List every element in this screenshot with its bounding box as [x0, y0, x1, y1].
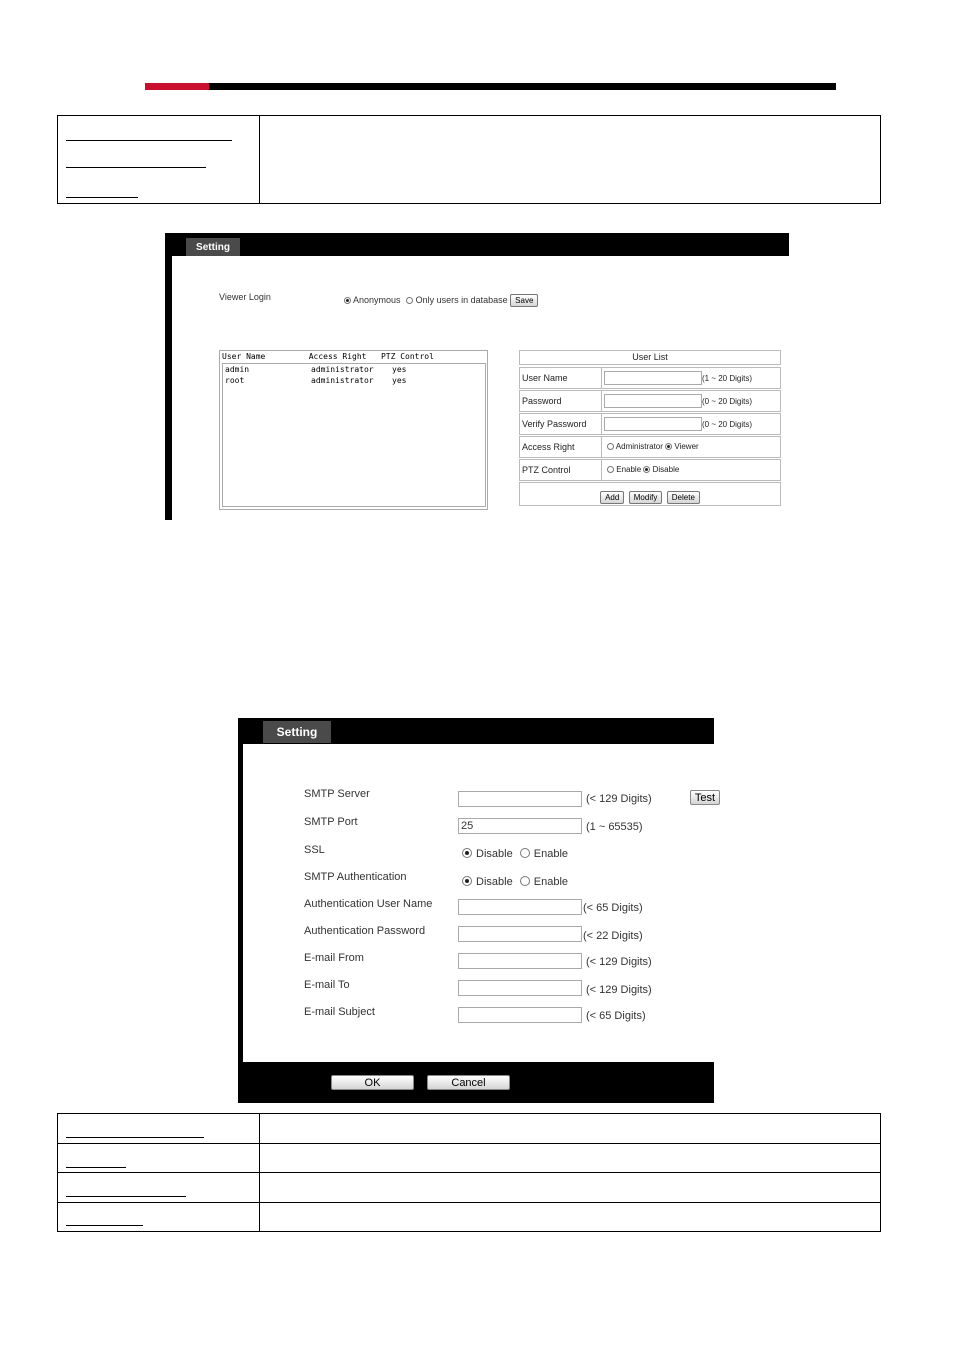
email-subject-hint: (< 65 Digits): [586, 1010, 646, 1022]
table-row[interactable]: [225, 376, 406, 385]
auth-user-label: Authentication User Name: [304, 898, 433, 910]
access-right-cell: administrator: [311, 365, 374, 374]
verify-password-hint: (0 ~ 20 Digits): [702, 420, 753, 429]
password-input[interactable]: [604, 394, 702, 408]
underline: [66, 197, 138, 198]
anonymous-radio[interactable]: [344, 297, 351, 304]
ptz-enable-label: Enable: [616, 465, 642, 474]
access-right-cell: administrator: [311, 376, 374, 385]
password-row: [519, 390, 781, 412]
email-from-hint: (< 129 Digits): [586, 956, 652, 968]
test-button[interactable]: Test: [690, 790, 720, 805]
ok-button[interactable]: OK: [331, 1075, 414, 1090]
row-divider: [58, 1143, 880, 1144]
doc-table-bottom: [57, 1113, 881, 1232]
auth-pass-label: Authentication Password: [304, 925, 426, 937]
underline: [66, 167, 206, 168]
ssl-disable-label: Disable: [476, 848, 513, 860]
user-settings-screenshot: [165, 233, 789, 520]
underline: [66, 1137, 204, 1138]
administrator-label: Administrator: [615, 442, 663, 451]
user-list-form: [519, 350, 782, 510]
viewer-login-options: [344, 294, 538, 307]
smtp-port-label: SMTP Port: [304, 816, 358, 828]
smtp-server-input[interactable]: [458, 791, 582, 807]
user-table: [219, 350, 488, 510]
email-from-label: E-mail From: [304, 952, 364, 964]
tab-setting[interactable]: Setting: [186, 238, 240, 257]
ssl-enable-radio[interactable]: [520, 848, 530, 858]
auth-pass-hint: (< 22 Digits): [583, 930, 643, 942]
ptz-cell: yes: [392, 365, 407, 374]
underline: [66, 1167, 126, 1168]
ssl-options: [462, 848, 568, 860]
underline: [66, 1225, 143, 1226]
header-accent-bar: [145, 83, 209, 90]
smtp-port-input[interactable]: 25: [458, 818, 582, 834]
table-row[interactable]: [225, 365, 406, 374]
smtp-auth-options: [462, 876, 568, 888]
underline: [66, 1196, 186, 1197]
auth-pass-input[interactable]: [458, 926, 582, 942]
user-name-input[interactable]: [604, 371, 702, 385]
access-right-row: [519, 436, 781, 458]
auth-disable-label: Disable: [476, 876, 513, 888]
email-to-label: E-mail To: [304, 979, 350, 991]
user-name-cell: admin: [225, 365, 250, 374]
smtp-port-hint: (1 ~ 65535): [586, 821, 643, 833]
verify-password-input[interactable]: [604, 417, 702, 431]
underline: [66, 140, 232, 141]
row-divider: [58, 1202, 880, 1203]
user-list-title: User List: [519, 350, 781, 365]
access-right-label: Access Right: [520, 437, 602, 457]
cancel-button[interactable]: Cancel: [427, 1075, 510, 1090]
user-name-hint: (1 ~ 20 Digits): [702, 374, 753, 383]
ssl-label: SSL: [304, 844, 325, 856]
user-table-list[interactable]: [222, 363, 486, 507]
ssl-disable-radio[interactable]: [462, 848, 472, 858]
verify-password-row: [519, 413, 781, 435]
user-name-cell: root: [225, 376, 245, 385]
ssl-enable-label: Enable: [533, 848, 569, 860]
smtp-panel: [243, 744, 714, 1062]
ptz-control-row: [519, 459, 781, 481]
only-users-radio[interactable]: [406, 297, 413, 304]
header-bar: [209, 83, 836, 90]
save-button[interactable]: Save: [510, 294, 538, 307]
tab-setting[interactable]: Setting: [263, 721, 331, 743]
ptz-cell: yes: [392, 376, 407, 385]
verify-password-label: Verify Password: [520, 414, 602, 434]
viewer-radio[interactable]: [665, 443, 672, 450]
ptz-control-value: [604, 460, 780, 480]
viewer-login-label: Viewer Login: [219, 292, 271, 302]
auth-disable-radio[interactable]: [462, 876, 472, 886]
user-name-row: [519, 367, 781, 389]
user-table-header: User Name Access Right PTZ Control: [222, 352, 434, 361]
doc-table-top: [57, 115, 881, 204]
password-value: [604, 391, 780, 411]
viewer-label: Viewer: [674, 442, 699, 451]
modify-button[interactable]: Modify: [629, 491, 663, 504]
delete-button[interactable]: Delete: [667, 491, 700, 504]
ptz-disable-label: Disable: [652, 465, 680, 474]
verify-password-value: [604, 414, 780, 434]
anonymous-label: Anonymous: [353, 295, 401, 305]
ptz-control-label: PTZ Control: [520, 460, 602, 480]
auth-user-input[interactable]: [458, 899, 582, 915]
administrator-radio[interactable]: [607, 443, 614, 450]
user-name-value: [604, 368, 780, 388]
auth-enable-label: Enable: [533, 876, 569, 888]
password-label: Password: [520, 391, 602, 411]
smtp-server-hint: (< 129 Digits): [586, 793, 652, 805]
password-hint: (0 ~ 20 Digits): [702, 397, 753, 406]
auth-user-hint: (< 65 Digits): [583, 902, 643, 914]
access-right-value: [604, 437, 780, 457]
email-from-input[interactable]: [458, 953, 582, 969]
add-button[interactable]: Add: [600, 491, 624, 504]
ptz-enable-radio[interactable]: [607, 466, 614, 473]
smtp-auth-label: SMTP Authentication: [304, 871, 407, 883]
ptz-disable-radio[interactable]: [643, 466, 650, 473]
row-divider: [58, 1172, 880, 1173]
doc-table-top-left-cell: [58, 116, 260, 203]
smtp-settings-screenshot: [238, 718, 714, 1103]
user-actions-row: [519, 482, 781, 506]
only-users-label: Only users in database: [415, 295, 508, 305]
user-name-label: User Name: [520, 368, 602, 388]
settings-panel: [172, 256, 789, 520]
smtp-server-label: SMTP Server: [304, 788, 370, 800]
email-subject-label: E-mail Subject: [304, 1006, 375, 1018]
auth-enable-radio[interactable]: [520, 876, 530, 886]
email-subject-input[interactable]: [458, 1007, 582, 1023]
email-to-hint: (< 129 Digits): [586, 984, 652, 996]
email-to-input[interactable]: [458, 980, 582, 996]
